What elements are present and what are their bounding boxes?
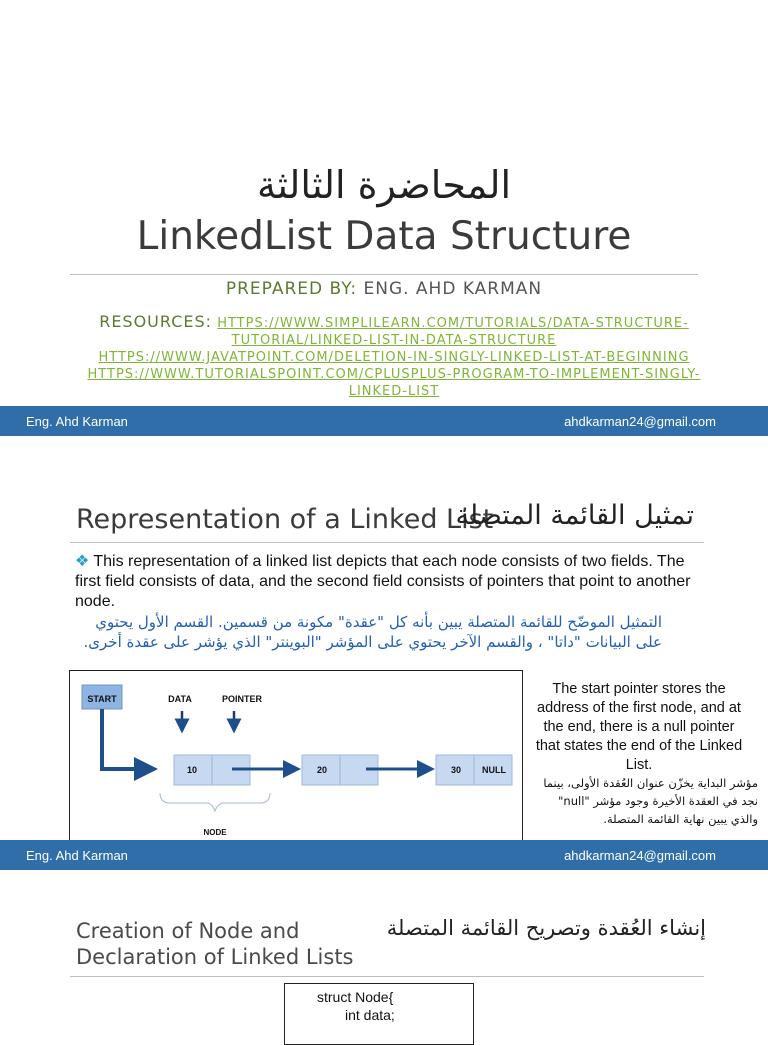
node-1-value: 10: [186, 765, 198, 775]
linked-list-diagram-svg: [70, 671, 522, 849]
side-note-arabic: مؤشر البداية يخزّن عنوان العُقدة الأولى، بينما نجد في العقدة الأخيرة وجود مؤشر "null" والذي يبين نهاية القائمة المتصلة.: [543, 776, 758, 826]
start-arrow: [102, 709, 154, 769]
author-name: ENG. AHD KARMAN: [363, 279, 543, 299]
lecture-title: LinkedList Data Structure: [136, 214, 632, 259]
node-brace: [160, 793, 270, 811]
code-line-2: int data;: [345, 1007, 395, 1023]
slide-title-arabic: إنشاء العُقدة وتصريح القائمة المتصلة: [386, 916, 706, 940]
data-label: DATA: [168, 694, 192, 704]
node-2-value: 20: [316, 765, 328, 775]
slide-title-arabic: تمثيل القائمة المتصلة: [455, 500, 694, 531]
side-note: The start pointer stores the address of the first node, and at the end, there is a null pointer that states the end of the Linked List.: [535, 681, 743, 773]
slide-title: Creation of Node and Declaration of Linked Lists: [76, 919, 354, 969]
title-divider: [70, 274, 698, 275]
lecture-title-arabic: المحاضرة الثالثة: [256, 163, 512, 207]
body-text-en: This representation of a linked list depicts that each node consists of two fields. The first field consists of data, and the second field consists of pointers that point to another node.: [75, 553, 691, 610]
linked-list-diagram: [69, 670, 523, 850]
resource-link-2[interactable]: HTTPS://WWW.JAVATPOINT.COM/DELETION-IN-SINGLY-LINKED-LIST-AT-BEGINNING: [98, 350, 690, 365]
title-divider: [70, 976, 704, 977]
code-line-1: struct Node{: [317, 989, 394, 1005]
footer-email: ahdkarman24@gmail.com: [564, 414, 716, 429]
footer-author: Eng. Ahd Karman: [26, 414, 128, 429]
resources-block: [60, 313, 728, 400]
code-box: [284, 983, 474, 1045]
footer-email: ahdkarman24@gmail.com: [564, 848, 716, 863]
pointer-label: POINTER: [221, 694, 263, 704]
prepared-by-label: PREPARED BY:: [225, 279, 358, 299]
null-label: NULL: [482, 765, 506, 775]
diamond-bullet-icon: ❖: [75, 553, 90, 570]
start-label: START: [87, 694, 117, 704]
body-text-arabic: التمثيل الموضّح للقائمة المتصلة يبين بأنه كل "عقدة" مكونة من قسمين. القسم الأول يحتوي على البيانات "داتا" ، والقسم الآخر يحتوي على المؤشر "البوينتر" الذي يؤشر على عقدة أخرى.: [83, 613, 662, 651]
title-divider: [70, 542, 704, 543]
body-text: [75, 552, 695, 612]
prepared-by-line: [0, 279, 768, 299]
node-label: NODE: [203, 828, 227, 837]
resources-label: RESOURCES:: [99, 312, 213, 331]
resource-link-3[interactable]: HTTPS://WWW.TUTORIALSPOINT.COM/CPLUSPLUS-PROGRAM-TO-IMPLEMENT-SINGLY-LINKED-LIST: [87, 367, 701, 399]
slide-footer-2: [0, 840, 768, 870]
slide-title: Representation of a Linked List: [76, 504, 494, 535]
footer-author: Eng. Ahd Karman: [26, 848, 128, 863]
node-3-value: 30: [450, 765, 462, 775]
resource-link-1[interactable]: HTTPS://WWW.SIMPLILEARN.COM/TUTORIALS/DATA-STRUCTURE-TUTORIAL/LINKED-LIST-IN-DATA-STRUCTURE: [217, 316, 689, 348]
slide-footer-1: [0, 406, 768, 436]
